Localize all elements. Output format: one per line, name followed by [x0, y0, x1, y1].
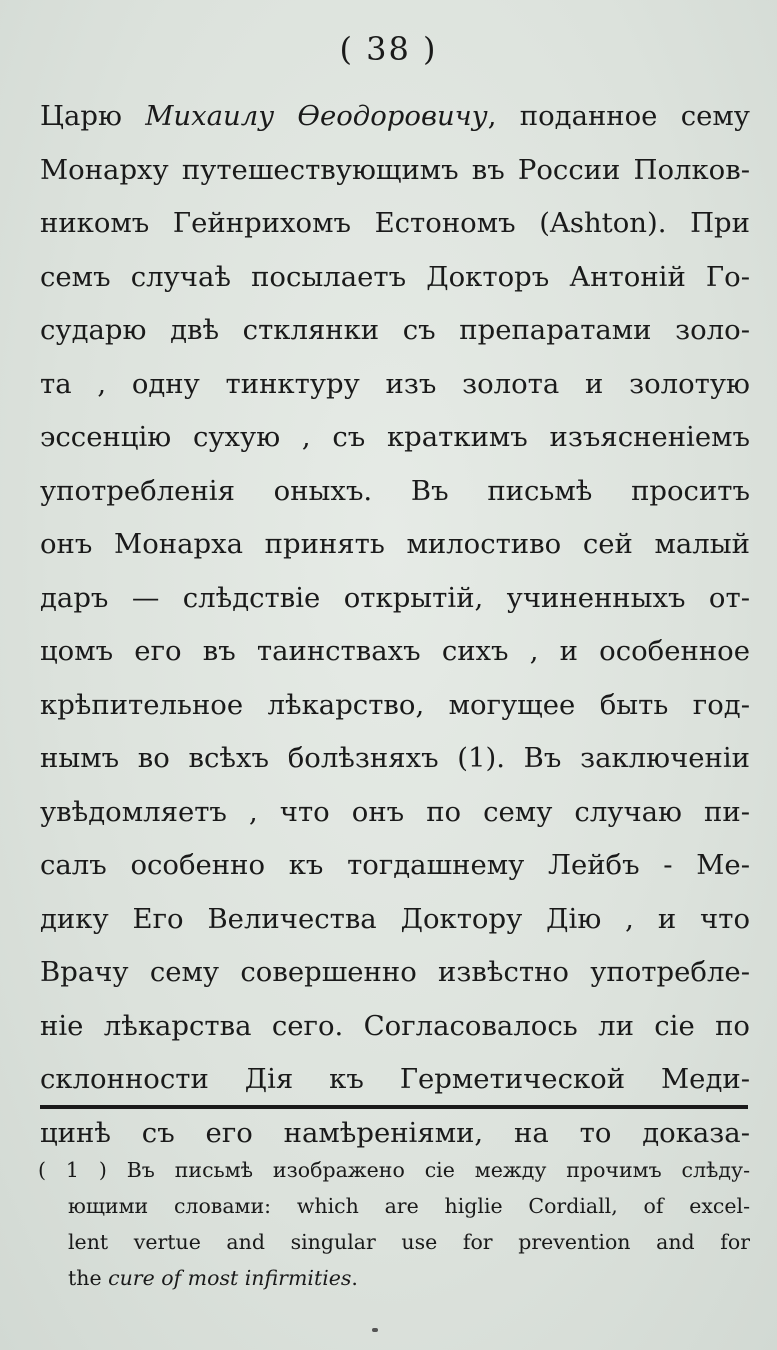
text-line — [40, 358, 750, 412]
text-line — [40, 251, 750, 305]
text-run: увѣдомляетъ , что онъ по сему случаю пи- — [40, 795, 750, 828]
text-line — [40, 572, 750, 626]
text-line — [40, 679, 750, 733]
text-line — [40, 144, 750, 198]
text-run: сударю двѣ стклянки съ препаратами золо- — [40, 314, 750, 346]
text-run: ніе лѣкарства сего. Согласовалось ли сіе по — [40, 1009, 750, 1042]
text-run: Царю — [40, 100, 146, 132]
text-line — [40, 946, 750, 1000]
text-line — [40, 411, 750, 465]
footnote-line — [38, 1260, 750, 1296]
text-run: употребленія оныхъ. Въ письмѣ проситъ — [40, 474, 750, 507]
text-line — [40, 90, 750, 144]
text-run: дику Его Величества Доктору Дію , и что — [40, 902, 750, 935]
footnote-line — [38, 1188, 750, 1224]
text-run: нымъ во всѣхъ болѣзняхъ (1). Въ заключеніи — [40, 742, 750, 774]
footnote-line — [38, 1152, 750, 1188]
text-run: крѣпительное лѣкарство, могущее быть год- — [40, 688, 750, 721]
footnote — [38, 1152, 750, 1296]
text-run: lent vertue and singular use for prevention and for — [68, 1230, 750, 1254]
text-run: the — [68, 1266, 109, 1290]
text-line — [40, 732, 750, 786]
body-text — [40, 90, 750, 1160]
text-run: ( 1 ) Въ письмѣ изображено сіе между прочимъ слѣду- — [38, 1158, 750, 1182]
text-run: никомъ Гейнрихомъ Естономъ (Ashton). При — [40, 207, 750, 239]
text-run: онъ Монарха принять милостиво сей малый — [40, 528, 750, 560]
text-run: цинѣ съ его намѣреніями, на то доказа- — [40, 1116, 750, 1149]
text-run: эссенцію сухую , съ краткимъ изъясненіемъ — [40, 421, 750, 453]
footnote-line — [38, 1224, 750, 1260]
footnote-separator-rule — [40, 1105, 748, 1109]
text-line — [40, 893, 750, 947]
text-run: Монарху путешествующимъ въ России Полков- — [40, 153, 750, 186]
text-line — [40, 625, 750, 679]
text-line — [40, 197, 750, 251]
text-run: ющими словами: which are higlie Cordiall, of excel- — [68, 1194, 750, 1218]
text-run: , поданное сему — [487, 100, 750, 132]
text-run: склонности Дія къ Герметической Меди- — [40, 1063, 750, 1095]
text-run: та , одну тинктуру изъ золота и золотую — [40, 367, 750, 400]
text-run: цомъ его въ таинствахъ сихъ , и особенное — [40, 635, 750, 667]
page-number: ( 38 ) — [339, 30, 438, 68]
text-line — [40, 304, 750, 358]
text-line — [40, 839, 750, 893]
text-line — [40, 518, 750, 572]
text-line — [40, 465, 750, 519]
text-line — [40, 786, 750, 840]
text-line — [40, 1000, 750, 1054]
text-run: салъ особенно къ тогдашнему Лейбъ - Ме- — [40, 849, 750, 881]
italic-text: Михаилу Өеодоровичу — [145, 100, 488, 132]
text-line — [40, 1053, 750, 1107]
text-run: семъ случаѣ посылаетъ Докторъ Антоній Го- — [40, 260, 750, 293]
print-speck — [372, 1328, 378, 1332]
text-run: Врачу сему совершенно извѣстно употребле- — [40, 956, 750, 988]
text-run: даръ — слѣдствіе открытій, учиненныхъ от- — [40, 581, 750, 614]
text-run: . — [351, 1266, 358, 1290]
italic-text: cure of most infirmities — [108, 1266, 352, 1290]
